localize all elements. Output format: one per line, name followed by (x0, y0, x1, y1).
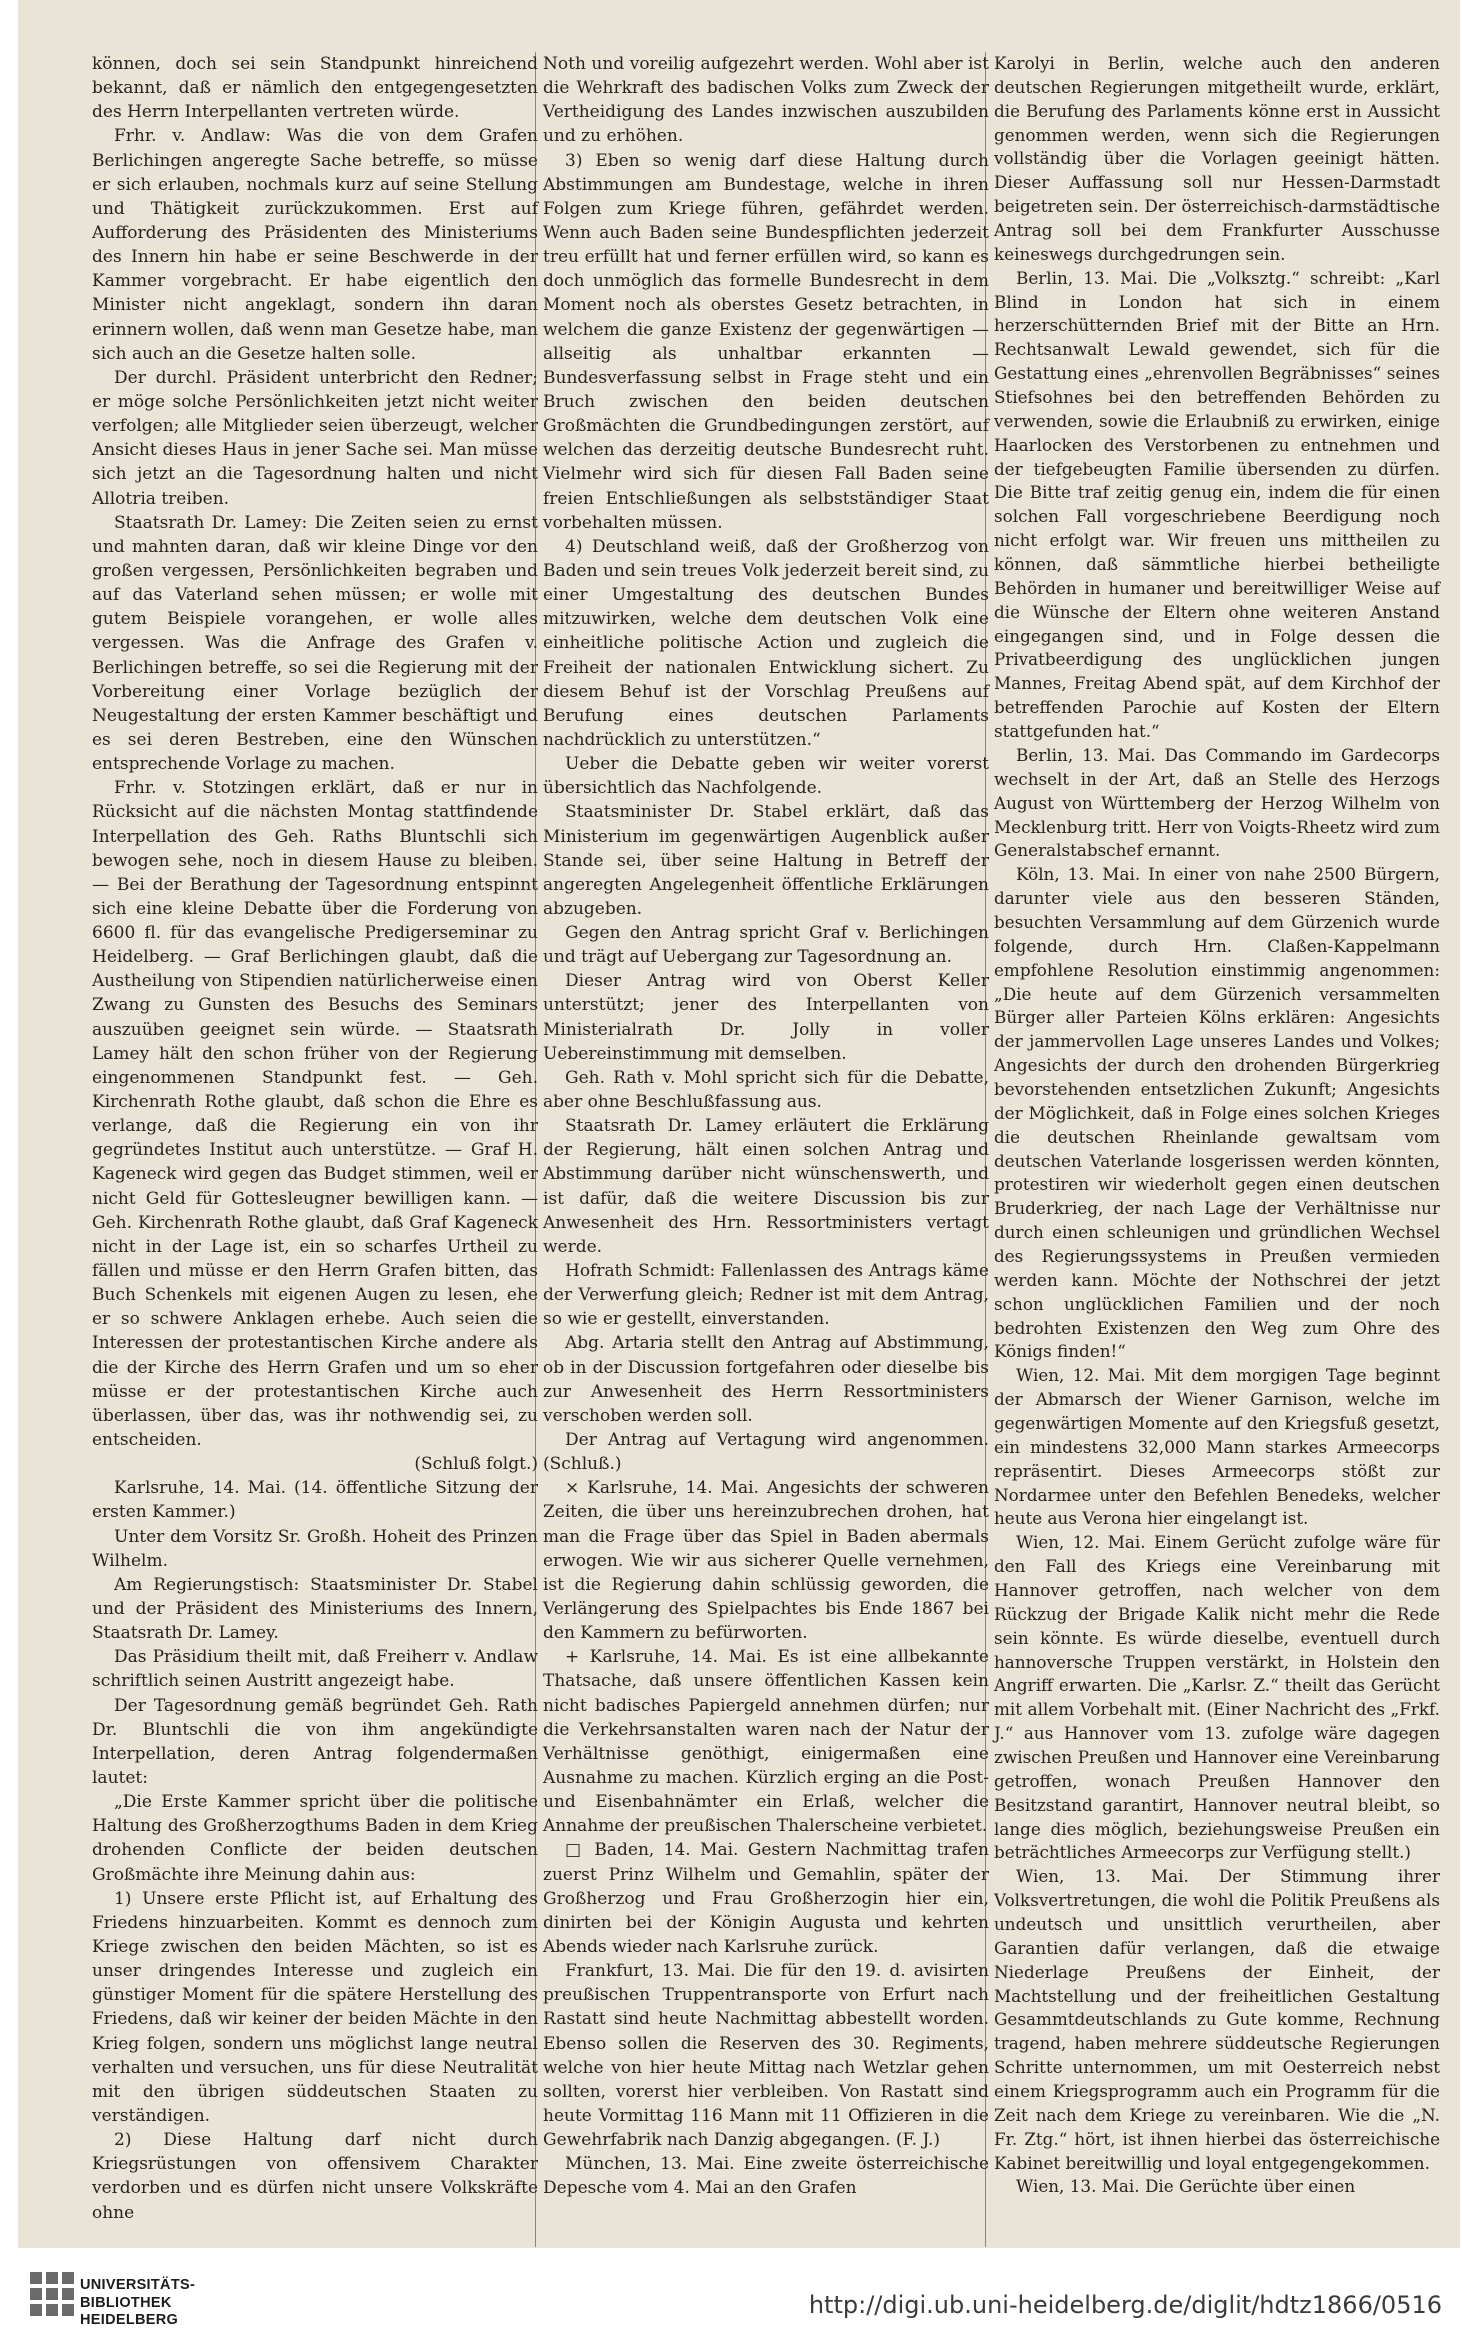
article-paragraph: Ueber die Debatte geben wir weiter vorerst übersichtlich das Nachfolgende. (543, 754, 989, 799)
article-paragraph: Wien, 13. Mai. Die Gerüchte über einen (1016, 2176, 1356, 2197)
article-paragraph: Karlsruhe, 14. Mai. (14. öffentliche Sitzung der ersten Kammer.) (92, 1478, 538, 1523)
article-paragraph: Wien, 12. Mai. Einem Gerücht zufolge wäre für den Fall des Kriegs eine Vereinbarung mit Hannover getroffen, nach welcher von dem Rückzug der Brigade Kalik nicht mehr die Rede sein könnte. Es würde dieselbe, eventuell durch hannoversche Truppen verstärkt, in Holstein den Angriff erwarten. Die „Karlsr. Z.“ theilt das Gerücht mit allem Vorbehalt mit. (Einer Nachricht des „Frkf. J.“ aus Hannover vom 13. zufolge wäre dagegen zwischen Preußen und Hannover eine Vereinbarung getroffen, wonach Preußen Hannover den Besitzstand garantirt, Hannover neutral bleibt, so lange dies möglich, beziehungsweise Preußen ein beträchtliches Armeecorps zur Verfügung stellt.) (994, 1532, 1440, 1863)
library-name-line: UNIVERSITÄTS- (80, 2277, 196, 2293)
article-paragraph: Staatsminister Dr. Stabel erklärt, daß das Ministerium im gegenwärtigen Augenblick außer Stande sei, über seine Haltung in Betreff der angeregten Angelegenheit öffentliche Erklärungen abzugeben. (543, 802, 989, 919)
article-paragraph: Der Antrag auf Vertagung wird angenommen. (Schluß.) (543, 1430, 989, 1475)
article-paragraph: Der durchl. Präsident unterbricht den Redner; er möge solche Persönlichkeiten jetzt nicht weiter verfolgen; alle Mitglieder seien überzeugt, welcher Ansicht dieses Haus in jener Sache sei. Man müsse sich jetzt an die Tagesordnung halten und nicht Allotria treiben. (92, 367, 538, 509)
article-paragraph: 1) Unsere erste Pflicht ist, auf Erhaltung des Friedens hinzuarbeiten. Kommt es dennoch zum Kriege zwischen den beiden Mächten, so ist es unser dringendes Interesse und zugleich ein günstiger Moment für die spätere Herstellung des Friedens, daß wir keiner der beiden Mächte in den Krieg folgen, sondern uns möglichst lange neutral verhalten und versuchen, uns für diese Neutralität mit den übrigen süddeutschen Staaten zu verständigen. (92, 1888, 538, 2126)
article-paragraph: Das Präsidium theilt mit, daß Freiherr v. Andlaw schriftlich seinen Austritt angezeigt habe. (92, 1647, 538, 1692)
article-paragraph: × Karlsruhe, 14. Mai. Angesichts der schweren Zeiten, die über uns hereinzubrechen drohen, hat man die Frage über das Spiel in Baden abermals erwogen. Wie wir aus sicherer Quelle vernehmen, ist die Regierung dahin schlüssig geworden, die Verlängerung des Spielpachtes bis Ende 1867 bei den Kammern zu befürworten. (543, 1478, 989, 1644)
source-url-link[interactable]: http://digi.ub.uni-heidelberg.de/diglit/hdtz1866/0516 (808, 2291, 1442, 2319)
article-column-middle (543, 52, 989, 2201)
article-paragraph: „Die Erste Kammer spricht über die politische Haltung des Großherzogthums Baden in dem Krieg drohenden Conflicte der beiden deutschen Großmächte ihre Meinung dahin aus: (92, 1792, 538, 1885)
article-column-left (92, 52, 538, 2225)
library-name-line: HEIDELBERG (80, 2312, 179, 2328)
article-paragraph: + Karlsruhe, 14. Mai. Es ist eine allbekannte Thatsache, daß unsere öffentlichen Kassen kein nicht badisches Papiergeld annehmen dürfen; nur die Verkehrsanstalten waren nach der Natur der Verhältnisse genöthigt, einigermaßen eine Ausnahme zu machen. Kürzlich erging an die Post- und Eisenbahnämter ein Erlaß, welcher die Annahme der preußischen Thalerscheine verbietet. (543, 1647, 989, 1837)
article-paragraph: Staatsrath Dr. Lamey erläutert die Erklärung der Regierung, hält einen solchen Antrag und Abstimmung darüber nicht wünschenswerth, und ist dafür, daß die weitere Discussion bis zur Anwesenheit des Hrn. Ressortministers vertagt werde. (543, 1116, 989, 1257)
article-paragraph: Berlin, 13. Mai. Die „Volksztg.“ schreibt: „Karl Blind in London hat sich in einem herzerschütternden Brief mit der Bitte an Hrn. Rechtsanwalt Lewald gewendet, sich für die Gestattung eines „ehrenvollen Begräbnisses“ seines Stiefsohnes bei den betreffenden Behörden zu verwenden, sowie die Erlaubniß zu erwirken, einige Haarlocken des Verstorbenen zu entnehmen und der tiefgebeugten Familie übersenden zu dürfen. Die Bitte traf zeitig genug ein, indem die für einen solchen Fall vorgeschriebene Beerdigung noch nicht erfolgt war. Wir freuen uns mittheilen zu können, daß sämmtliche hierbei betheiligte Behörden in humaner und bereitwilliger Weise auf die Wünsche der Eltern ohne weiteren Anstand eingegangen sind, und in Folge dessen die Privatbeerdigung des unglücklichen jungen Mannes, Freitag Abend spät, auf dem Kirchhof der betreffenden Parochie auf Kosten der Eltern stattgefunden hat.“ (994, 267, 1440, 742)
article-column-right (994, 52, 1440, 2199)
article-paragraph: Dieser Antrag wird von Oberst Keller unterstützt; jener des Interpellanten von Ministerialrath Dr. Jolly in voller Uebereinstimmung mit demselben. (543, 971, 989, 1064)
article-paragraph: 2) Diese Haltung darf nicht durch Kriegsrüstungen von offensivem Charakter verdorben und es dürfen nicht unsere Volkskräfte ohne (92, 2130, 538, 2223)
article-paragraph: Gegen den Antrag spricht Graf v. Berlichingen und trägt auf Uebergang zur Tagesordnung an. (543, 923, 989, 968)
article-paragraph: Frankfurt, 13. Mai. Die für den 19. d. avisirten preußischen Truppentransporte von Erfurt nach Rastatt sind heute Nachmittag abbestellt worden. Ebenso sollen die Reserven des 30. Regiments, welche von hier heute Mittag nach Wetzlar gehen sollten, vorerst hier verbleiben. Von Rastatt sind heute Vormittag 116 Mann mit 11 Offizieren in die Gewehrfabrik nach Danzig abgegangen. (F. J.) (543, 1961, 989, 2151)
article-paragraph: Unter dem Vorsitz Sr. Großh. Hoheit des Prinzen Wilhelm. (92, 1526, 538, 1571)
article-paragraph: München, 13. Mai. Eine zweite österreichische Depesche vom 4. Mai an den Grafen (543, 2154, 989, 2199)
article-paragraph: Staatsrath Dr. Lamey: Die Zeiten seien zu ernst und mahnten daran, daß wir kleine Dinge vor den großen vergessen, Persönlichkeiten begraben und auf das Vaterland sehen müssen; er wolle mit gutem Beispiele vorangehen, er wolle alles vergessen. Was die Anfrage des Grafen v. Berlichingen betreffe, so sei die Regierung mit der Vorbereitung einer Vorlage bezüglich der Neugestaltung der ersten Kammer beschäftigt und es sei deren Bestreben, eine den Wünschen entsprechende Vorlage zu machen. (92, 512, 538, 775)
article-paragraph: Berlin, 13. Mai. Das Commando im Gardecorps wechselt in der Art, daß an Stelle des Herzogs August von Württemberg der Herzog Wilhelm von Mecklenburg tritt. Herr von Voigts-Rheetz wird zum Generalstabschef ernannt. (994, 744, 1440, 861)
article-paragraph: Köln, 13. Mai. In einer von nahe 2500 Bürgern, darunter viele aus den besseren Ständen, besuchten Versammlung auf dem Gürzenich wurde folgende, durch Hrn. Claßen-Kappelmann empfohlene Resolution einstimmig angenommen: „Die heute auf dem Gürzenich versammelten Bürger aller Parteien Kölns erklären: Angesichts der jammervollen Lage unseres Landes und Volkes; Angesichts der durch den drohenden Bürgerkrieg bevorstehenden entsetzlichen Zukunft; Angesichts der Möglichkeit, daß in Folge eines solchen Krieges die deutschen Rheinlande gewaltsam vom deutschen Vaterlande losgerissen werden könnten, protestiren wir wiederholt gegen einen deutschen Bruderkrieg, der nach Lage der Verhältnisse nur durch einen schleunigen und gründlichen Wechsel des Regierungssystems in Preußen vermieden werden kann. Möchte der Nothschrei der jetzt schon unglücklichen Familien und der noch bedrohten Existenzen den Weg zum Ohre des Königs finden!“ (994, 864, 1440, 1362)
library-name-line: BIBLIOTHEK (80, 2294, 172, 2311)
article-paragraph: 3) Eben so wenig darf diese Haltung durch Abstimmungen am Bundestage, welche in ihren Folgen zum Kriege führen, gefährdet werden. Wenn auch Baden seine Bundespflichten jederzeit treu erfüllt hat und ferner erfüllen wird, so kann es doch unmöglich das formelle Bundesrecht in dem Moment noch als oberstes Gesetz betrachten, in welchem die ganze Existenz der gegenwärtigen — allseitig als unhaltbar erkannten — Bundesverfassung selbst in Frage steht und ein Bruch zwischen den beiden deutschen Großmächten die Grundbedingungen zerstört, auf welchen das derzeitig deutsche Bundesrecht ruht. Vielmehr wird sich für diesen Fall Baden seine freien Entschließungen als selbstständiger Staat vorbehalten müssen. (543, 150, 989, 533)
article-paragraph: 4) Deutschland weiß, daß der Großherzog von Baden und sein treues Volk jederzeit bereit sind, zu einer Umgestaltung des deutschen Bundes mitzuwirken, welche dem deutschen Volk eine einheitliche politische Action und zugleich die Freiheit der nationalen Entwicklung sichert. Zu diesem Behuf ist der Vorschlag Preußens auf Berufung eines deutschen Parlaments nachdrücklich zu unterstützen.“ (543, 536, 989, 750)
article-paragraph: Wien, 12. Mai. Mit dem morgigen Tage beginnt der Abmarsch der Wiener Garnison, welche im gegenwärtigen Momente auf den Kriegsfuß gesetzt, ein mindestens 32,000 Mann starkes Armeecorps repräsentirt. Dieses Armeecorps stößt zur Nordarmee unter den Befehlen Benedeks, welcher heute aus Verona hier eingelangt ist. (994, 1365, 1440, 1529)
article-paragraph: Hofrath Schmidt: Fallenlassen des Antrags käme der Verwerfung gleich; Redner ist mit dem Antrag, so wie er gestellt, einverstanden. (543, 1261, 989, 1330)
article-paragraph: (Schluß folgt.) (414, 1454, 538, 1475)
article-paragraph: Abg. Artaria stellt den Antrag auf Abstimmung, ob in der Discussion fortgefahren oder dieselbe bis zur Anwesenheit des Herrn Ressortministers verschoben werden soll. (543, 1333, 989, 1426)
article-paragraph: Am Regierungstisch: Staatsminister Dr. Stabel und der Präsident des Ministeriums des Innern, Staatsrath Dr. Lamey. (92, 1574, 538, 1644)
article-paragraph: Karolyi in Berlin, welche auch den anderen deutschen Regierungen mitgetheilt wurde, erklärt, die Berufung des Parlaments könne erst in Aussicht genommen werden, wenn sich die Regierungen vollständig über die Vorlagen geeinigt hätten. Dieser Auffassung soll nur Hessen-Darmstadt beigetreten sein. Der österreichisch-darmstädtische Antrag soll bei dem Frankfurter Ausschusse keineswegs durchgedrungen sein. (994, 53, 1440, 264)
article-paragraph: Der Tagesordnung gemäß begründet Geh. Rath Dr. Bluntschli die von ihm angekündigte Interpellation, deren Antrag folgendermaßen lautet: (92, 1695, 538, 1788)
article-paragraph: Frhr. v. Stotzingen erklärt, daß er nur in Rücksicht auf die nächsten Montag stattfindende Interpellation des Geh. Raths Bluntschli sich bewogen sehe, noch in diesem Hause zu bleiben. — Bei der Berathung der Tagesordnung entspinnt sich eine kleine Debatte über die Forderung von 6600 fl. für das evangelische Predigerseminar zu Heidelberg. — Graf Berlichingen glaubt, daß die Austheilung von Stipendien natürlicherweise einen Zwang zu Gunsten des Besuchs des Seminars auszuüben geeignet sein würde. — Staatsrath Lamey hält den schon früher von der Regierung eingenommenen Standpunkt fest. — Geh. Kirchenrath Rothe glaubt, daß schon die Ehre es verlange, daß die Regierung ein von ihr gegründetes Institut auch unterstütze. — Graf H. Kageneck wird gegen das Budget stimmen, weil er nicht Geld für Gottesleugner bewilligen kann. — Geh. Kirchenrath Rothe glaubt, daß Graf Kageneck nicht in der Lage ist, ein so scharfes Urtheil zu fällen und müsse er den Herrn Grafen bitten, das Buch Schenkels mit eigenen Augen zu lesen, ehe er so schwere Anklagen erhebe. Auch seien die Interessen der protestantischen Kirche andere als die der Kirche des Herrn Grafen und um so eher müsse er der protestantischen Kirche auch überlassen, über das, was ihr nothwendig sei, zu entscheiden. (92, 778, 538, 1451)
article-paragraph: Frhr. v. Andlaw: Was die von dem Grafen Berlichingen angeregte Sache betreffe, so müsse er sich erlauben, nochmals kurz auf seine Stellung und Thätigkeit zurückzukommen. Erst auf Aufforderung des Präsidenten des Ministeriums des Innern hin habe er seine Beschwerde in der Kammer vorgebracht. Er habe eigentlich den Minister nicht angeklagt, sondern ihn daran erinnern wollen, daß wenn man Gesetze habe, man sich auch an die Gesetze halten solle. (92, 126, 538, 364)
article-paragraph: können, doch sei sein Standpunkt hinreichend bekannt, daß er nämlich den entgegengesetzten des Herrn Interpellanten vertreten würde. (92, 54, 538, 123)
article-paragraph: Noth und voreilig aufgezehrt werden. Wohl aber ist die Wehrkraft des badischen Volks zum Zweck der Vertheidigung des Landes inzwischen auszubilden und zu erhöhen. (543, 54, 989, 147)
article-paragraph: Wien, 13. Mai. Der Stimmung ihrer Volksvertretungen, die wohl die Politik Preußens als undeutsch und unsittlich verurtheilen, aber Garantien dafür verlangen, daß die etwaige Niederlage Preußens der Einheit, der Machtstellung und der freiheitlichen Gestaltung Gesammtdeutschlands zu Gute komme, Rechnung tragend, haben mehrere süddeutsche Regierungen Schritte unternommen, um mit Oesterreich nebst einem Kriegsprogramm auch ein Programm für die Zeit nach dem Kriege zu vereinbaren. Wie die „N. Fr. Ztg.“ hört, ist ihnen hierbei das österreichische Kabinet bereitwillig und loyal entgegengekommen. (994, 1866, 1440, 2173)
article-paragraph: □ Baden, 14. Mai. Gestern Nachmittag trafen zuerst Prinz Wilhelm und Gemahlin, später der Großherzog und Frau Großherzogin hier ein, dinirten bei der Königin Augusta und kehrten Abends wieder nach Karlsruhe zurück. (543, 1840, 989, 1957)
article-paragraph: Geh. Rath v. Mohl spricht sich für die Debatte, aber ohne Beschlußfassung aus. (543, 1067, 989, 1113)
